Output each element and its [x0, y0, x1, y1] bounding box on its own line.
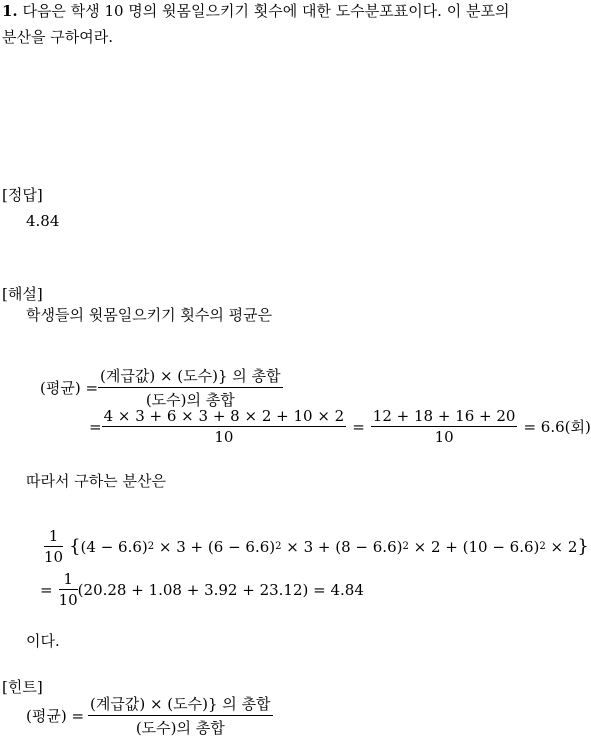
variance-term-2: (6 − 6.6) — [207, 537, 276, 556]
mean-denominator: (도수)의 총합 — [145, 391, 235, 409]
variance-sum: (20.28 + 1.08 + 3.92 + 23.12) = 4.84 — [77, 580, 364, 599]
mean-lhs: (평균) = — [40, 379, 99, 397]
mean-fraction — [98, 365, 283, 410]
mean-calc-fraction-1 — [102, 407, 347, 446]
variance-fraction-1 — [44, 527, 63, 566]
explanation-intro: 학생들의 윗몸일으키기 횟수의 평균은 — [26, 306, 273, 324]
variance-frac2-den: 10 — [58, 591, 78, 609]
mean-calc-fraction-2 — [371, 407, 518, 446]
variance-open-brace: { — [69, 536, 81, 557]
hint-fraction — [88, 693, 273, 738]
variance-line-2 — [40, 570, 364, 609]
question-line-2: 분산을 구하여라. — [2, 28, 113, 46]
variance-intro: 따라서 구하는 분산은 — [26, 472, 166, 490]
variance-term-4-tail: × 2 — [545, 537, 578, 556]
hint-denominator: (도수)의 총합 — [135, 719, 225, 737]
variance-line-1: $\frac{1}{10}$ { (4 − 6.6) 2 × 3 + (6 − 6.6) 2 × 3 + (8 − 6.6) 2 × 2 + (10 − 6.6) 2 × 2 } — [44, 527, 589, 566]
hint-lhs: (평균) = — [26, 707, 85, 725]
mean-calc-num1: 4 × 3 + 6 × 3 + 8 × 2 + 10 × 2 — [103, 407, 345, 425]
mean-calculation — [89, 407, 591, 446]
variance-close-brace: } — [577, 536, 589, 557]
question-line-1 — [2, 0, 509, 21]
variance-term-1-tail: × 3 + — [154, 537, 208, 556]
variance-fraction-2 — [59, 570, 78, 609]
hint-label: [힌트] — [2, 678, 43, 696]
answer-value: 4.84 — [26, 212, 60, 230]
mean-formula — [40, 365, 283, 410]
mean-calc-num2: 12 + 18 + 16 + 20 — [372, 407, 516, 425]
variance-term-4: (10 − 6.6) — [462, 537, 540, 556]
question-number: 1. — [2, 2, 18, 20]
mean-numerator: (계급값) × (도수)} 의 총합 — [98, 365, 283, 388]
mean-calc-den2: 10 — [434, 428, 454, 446]
explanation-ending: 이다. — [26, 632, 60, 650]
variance-frac1-num: 1 — [44, 527, 63, 547]
variance-term-3-tail: × 2 + — [408, 537, 463, 556]
variance-eq: = — [40, 580, 53, 599]
variance-term-1: (4 − 6.6) — [80, 537, 148, 556]
question-text-1: 다음은 학생 10 명의 윗몸일으키기 횟수에 대한 도수분포표이다. 이 분포의 — [22, 2, 510, 20]
variance-frac1-den: 10 — [44, 548, 64, 566]
variance-frac2-num: 1 — [59, 570, 78, 590]
answer-label: [정답] — [2, 186, 43, 204]
hint-formula — [26, 693, 273, 738]
mean-calc-eq2: = — [352, 417, 365, 436]
mean-calc-eq1: = — [89, 417, 102, 436]
variance-term-2-tail: × 3 + — [281, 537, 336, 556]
mean-calc-den1: 10 — [214, 428, 234, 446]
explanation-label: [해설] — [2, 285, 43, 303]
variance-term-3: (8 − 6.6) — [335, 537, 403, 556]
hint-numerator: (계급값) × (도수)} 의 총합 — [88, 693, 273, 716]
mean-calc-result: = 6.6(회) — [523, 418, 591, 436]
